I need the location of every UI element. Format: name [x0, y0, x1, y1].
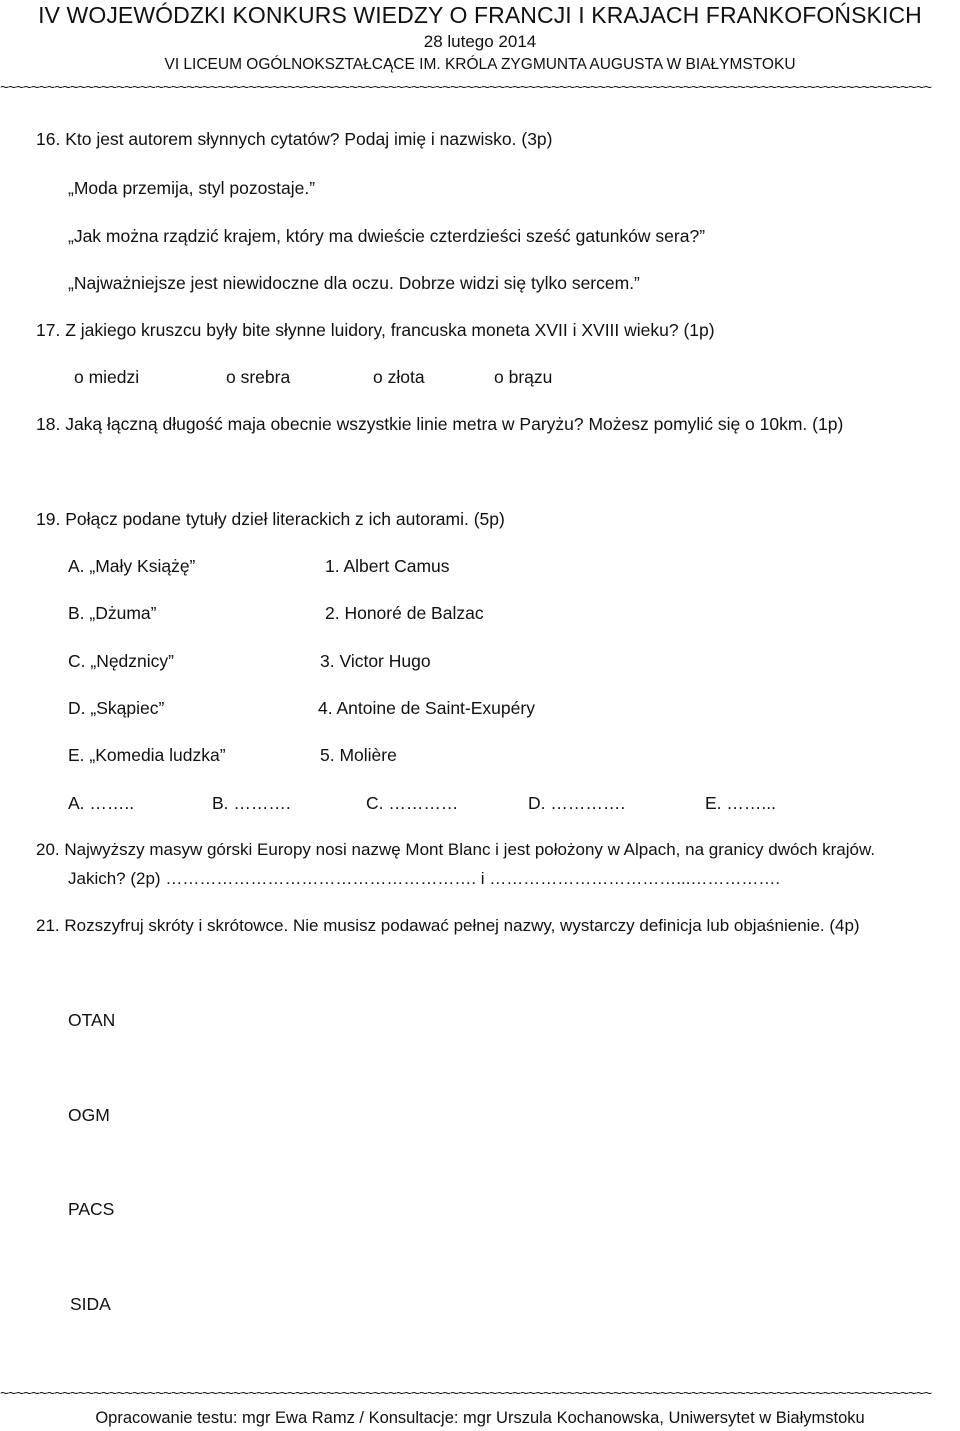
footer-separator: ~~~~~~~~~~~~~~~~~~~~~~~~~~~~~~~~~~~~~~~~~~~~~~~~~~~~~~~~~~~~~~~~~~~~~~~~~~~~~~~~~~~~~~~~~~~~~~~~~~~~~~~~~~~~~~~~~~~~~~~~ [0, 1386, 932, 1402]
header-date: 28 lutego 2014 [423, 32, 537, 51]
author-5: 5. Molière [320, 745, 397, 765]
question-21: 21. Rozszyfruj skróty i skrótowce. Nie musisz podawać pełnej nazwy, wystarczy definicja lub objaśnienie. (4p) [36, 916, 860, 935]
author-4: 4. Antoine de Saint-Exupéry [318, 698, 535, 718]
title-e: E. „Komedia ludzka” [68, 745, 226, 765]
title-c: C. „Nędznicy” [68, 651, 174, 671]
author-2: 2. Honoré de Balzac [325, 603, 484, 623]
abbr-ogm: OGM [68, 1105, 110, 1125]
answer-a[interactable]: A. …….. [68, 793, 135, 813]
abbr-sida: SIDA [70, 1294, 111, 1314]
header-separator: ~~~~~~~~~~~~~~~~~~~~~~~~~~~~~~~~~~~~~~~~~~~~~~~~~~~~~~~~~~~~~~~~~~~~~~~~~~~~~~~~~~~~~~~~~~~~~~~~~~~~~~~~~~~~~~~~~~~~~~~~ [0, 80, 932, 96]
question-18: 18. Jaką łączną długość maja obecnie wszystkie linie metra w Paryżu? Możesz pomylić się o 10km. (1p) [36, 414, 844, 434]
footer-credits: Opracowanie testu: mgr Ewa Ramz / Konsultacje: mgr Urszula Kochanowska, Uniwersytet w Białymstoku [95, 1409, 865, 1427]
option-srebra[interactable]: o srebra [226, 367, 291, 387]
quote-3: „Najważniejsze jest niewidoczne dla oczu. Dobrze widzi się tylko sercem.” [68, 273, 640, 293]
question-19: 19. Połącz podane tytuły dzieł literackich z ich autorami. (5p) [36, 509, 505, 529]
answer-d[interactable]: D. …………. [528, 793, 626, 813]
abbr-otan: OTAN [68, 1010, 116, 1030]
option-brazu[interactable]: o brązu [494, 367, 553, 387]
question-20: 20. Najwyższy masyw górski Europy nosi nazwę Mont Blanc i jest położony w Alpach, na granicy dwóch krajów. [36, 840, 876, 859]
author-1: 1. Albert Camus [325, 556, 450, 576]
quote-2: „Jak można rządzić krajem, który ma dwieście czterdzieści sześć gatunków sera?” [68, 226, 706, 246]
author-3: 3. Victor Hugo [320, 651, 431, 671]
header-title: IV WOJEWÓDZKI KONKURS WIEDZY O FRANCJI I KRAJACH FRANKOFOŃSKICH [38, 2, 922, 28]
quote-1: „Moda przemija, styl pozostaje.” [68, 178, 316, 198]
answer-c[interactable]: C. ………… [366, 793, 459, 813]
option-zlota[interactable]: o złota [373, 367, 425, 387]
question-16: 16. Kto jest autorem słynnych cytatów? Podaj imię i nazwisko. (3p) [36, 129, 553, 149]
title-a: A. „Mały Książę” [68, 556, 196, 576]
answer-b[interactable]: B. ………. [212, 793, 291, 813]
question-20-answer-line[interactable]: Jakich? (2p) ………………………………………………. i ……………………………...……………. [68, 869, 781, 888]
answer-e[interactable]: E. ……... [705, 793, 776, 813]
abbr-pacs: PACS [68, 1199, 115, 1219]
option-miedzi[interactable]: o miedzi [74, 367, 140, 387]
header-school: VI LICEUM OGÓLNOKSZTAŁCĄCE IM. KRÓLA ZYGMUNTA AUGUSTA W BIAŁYMSTOKU [164, 56, 796, 73]
title-d: D. „Skąpiec” [68, 698, 165, 718]
title-b: B. „Dżuma” [68, 603, 157, 623]
question-17: 17. Z jakiego kruszcu były bite słynne luidory, francuska moneta XVII i XVIII wieku? (1p) [36, 320, 715, 340]
